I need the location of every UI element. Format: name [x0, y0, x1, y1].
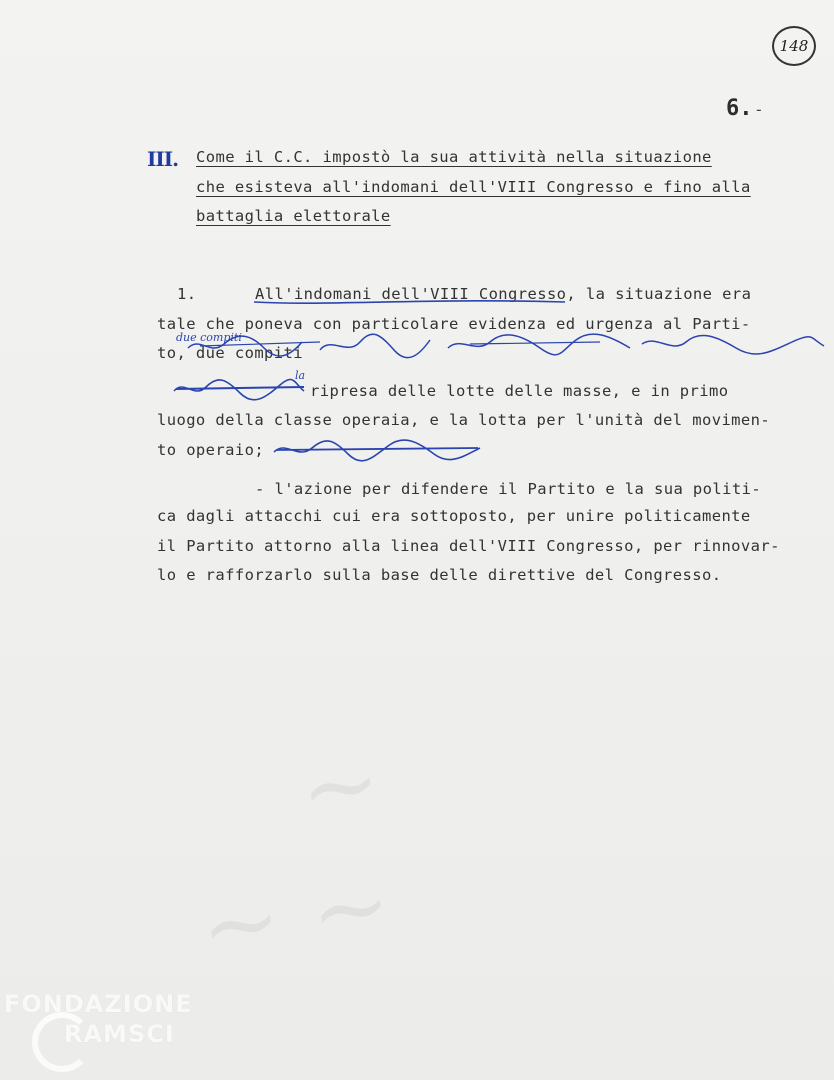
- paragraph1-line-2: tale che poneva con particolare evidenza ed urgenza al Parti-: [157, 315, 751, 333]
- archive-number-stamp: 148: [772, 26, 816, 66]
- paragraph2-line-3: il Partito attorno alla linea dell'VIII Congresso, per rinnovar-: [157, 537, 780, 555]
- paragraph1-line-6: to operaio;: [157, 441, 265, 459]
- paragraph1-line-4: ripresa delle lotte delle masse, e in primo: [310, 382, 729, 400]
- section-title-line-3: battaglia elettorale: [196, 207, 391, 225]
- section-title-line-1: Come il C.C. impostò la sua attività nella situazione: [196, 148, 712, 166]
- handwritten-scribble-line-2: [170, 375, 310, 401]
- handwritten-underline: [250, 296, 570, 308]
- handwritten-insert-due-compiti: due compiti: [176, 331, 242, 344]
- bleed-through-ghost-1: ~: [292, 724, 388, 848]
- paragraph2-line-2: ca dagli attacchi cui era sottoposto, per unire politicamente: [157, 507, 751, 525]
- paragraph2-line-4: lo e rafforzarlo sulla base delle direttive del Congresso.: [157, 566, 722, 584]
- section-title-line-2: che esisteva all'indomani dell'VIII Congresso e fino alla: [196, 178, 751, 196]
- paragraph1-line-1: All'indomani dell'VIII Congresso, la situazione era: [255, 285, 752, 303]
- paragraph1-line-3: to, due compiti: [157, 344, 303, 362]
- watermark-line-1: FONDAZIONE: [4, 990, 193, 1018]
- handwritten-scribble-line-1: [180, 330, 830, 360]
- paragraph-number: 1.: [177, 285, 197, 303]
- paragraph1-line-5: luogo della classe operaia, e la lotta per l'unità del movimen-: [157, 411, 771, 429]
- handwritten-scribble-line-3: [268, 436, 488, 464]
- page-number-dash: -: [754, 100, 764, 119]
- fondazione-gramsci-watermark: [4, 990, 224, 1070]
- paragraph2-line-1: - l'azione per difendere il Partito e la sua politi-: [255, 480, 762, 498]
- handwritten-insert-la: la: [295, 369, 306, 382]
- bleed-through-ghost-2: ~ ~: [193, 847, 399, 985]
- section-numeral: III.: [147, 147, 179, 171]
- page-number: 6.: [726, 96, 753, 121]
- watermark-line-2: RAMSCI: [64, 1020, 175, 1048]
